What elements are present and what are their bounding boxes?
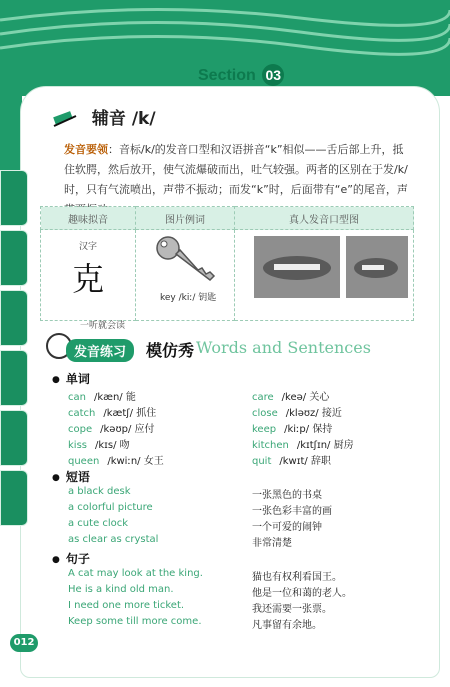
table-header: 图片例词: [136, 207, 235, 230]
side-tab[interactable]: [0, 350, 28, 406]
table-header: 真人发音口型图: [235, 207, 414, 230]
sentence-zh: 我还需要一张票。: [252, 604, 332, 615]
sentence-en: I need one more ticket.: [68, 600, 185, 611]
word-item: queen /kwiːn/ 女王: [68, 456, 164, 467]
phrase-zh: 非常清楚: [252, 538, 292, 549]
practice-hint: 一听就会读: [80, 321, 126, 331]
phrases-heading: ● 短语: [52, 468, 90, 485]
section-word: Section: [198, 67, 256, 84]
phrase-en: a black desk: [68, 486, 131, 497]
word-item: close /kləʊz/ 接近: [252, 408, 342, 419]
word-item: keep /kiːp/ 保持: [252, 424, 333, 435]
title-text: 辅音 /k/: [91, 109, 156, 129]
section-number: 03: [262, 64, 284, 86]
words-heading: ● 单词: [52, 370, 90, 387]
practice-title-en: Words and Sentences: [196, 338, 371, 357]
sentence-en: Keep some till more come.: [68, 616, 202, 627]
word-item: quit /kwɪt/ 辞职: [252, 456, 331, 467]
practice-badge: 发音练习: [66, 339, 134, 362]
sentence-zh: 猫也有权利看国王。: [252, 572, 342, 583]
side-tab[interactable]: [0, 170, 28, 226]
phrase-en: a cute clock: [68, 518, 129, 529]
side-tab[interactable]: [0, 230, 28, 286]
intro-text: ：音标/k/的发音口型和汉语拼音“k”相似——舌后部上升，抵住软腭，然后放开，使气流爆破而出，吐气较强。两者的区别在于发/k/时，只有气流喷出，声带不振动；而发“k”时，后面带有“e”的尾音，声: [64, 143, 408, 196]
pen-icon: [52, 110, 78, 128]
mouth-photo-side: [346, 236, 408, 298]
word-item: cope /kəʊp/ 应付: [68, 424, 155, 435]
sentences-heading: ● 句子: [52, 550, 90, 567]
page-title: [52, 104, 156, 129]
word-item: can /kæn/ 能: [68, 392, 136, 403]
section-label: [198, 64, 284, 86]
phrase-zh: 一张黑色的书桌: [252, 490, 322, 501]
sentence-en: He is a kind old man.: [68, 584, 174, 595]
phrase-zh: 一个可爱的闹钟: [252, 522, 322, 533]
side-tab[interactable]: [0, 290, 28, 346]
word-item: kiss /kɪs/ 吻: [68, 440, 130, 451]
hanzi-label: 汉字: [78, 242, 97, 252]
word-item: catch /kætʃ/ 抓住: [68, 408, 157, 419]
table-header: 趣味拟音: [41, 207, 136, 230]
hanzi-character: 克: [71, 260, 104, 298]
key-icon: [154, 234, 218, 286]
phrase-en: a colorful picture: [68, 502, 153, 513]
sentence-zh: 凡事留有余地。: [252, 620, 322, 631]
hanzi-cell: [41, 230, 136, 321]
word-item: care /keə/ 关心: [252, 392, 330, 403]
phrase-en: as clear as crystal: [68, 534, 159, 545]
sentence-en: A cat may look at the king.: [68, 568, 203, 579]
side-tabs: [0, 170, 26, 530]
phrase-zh: 一张色彩丰富的画: [252, 506, 332, 517]
intro-label: 发音要领: [64, 143, 108, 156]
mouth-photo-front: [254, 236, 340, 298]
page-number: 012: [10, 634, 38, 652]
word-item: kitchen /kɪtʃɪn/ 厨房: [252, 440, 354, 451]
sentence-zh: 他是一位和蔼的老人。: [252, 588, 352, 599]
side-strip: [0, 96, 22, 170]
side-tab[interactable]: [0, 410, 28, 466]
key-caption: key /kiː/ 钥匙: [160, 293, 217, 303]
practice-title-cn: 模仿秀: [146, 341, 195, 360]
side-tab[interactable]: [0, 470, 28, 526]
